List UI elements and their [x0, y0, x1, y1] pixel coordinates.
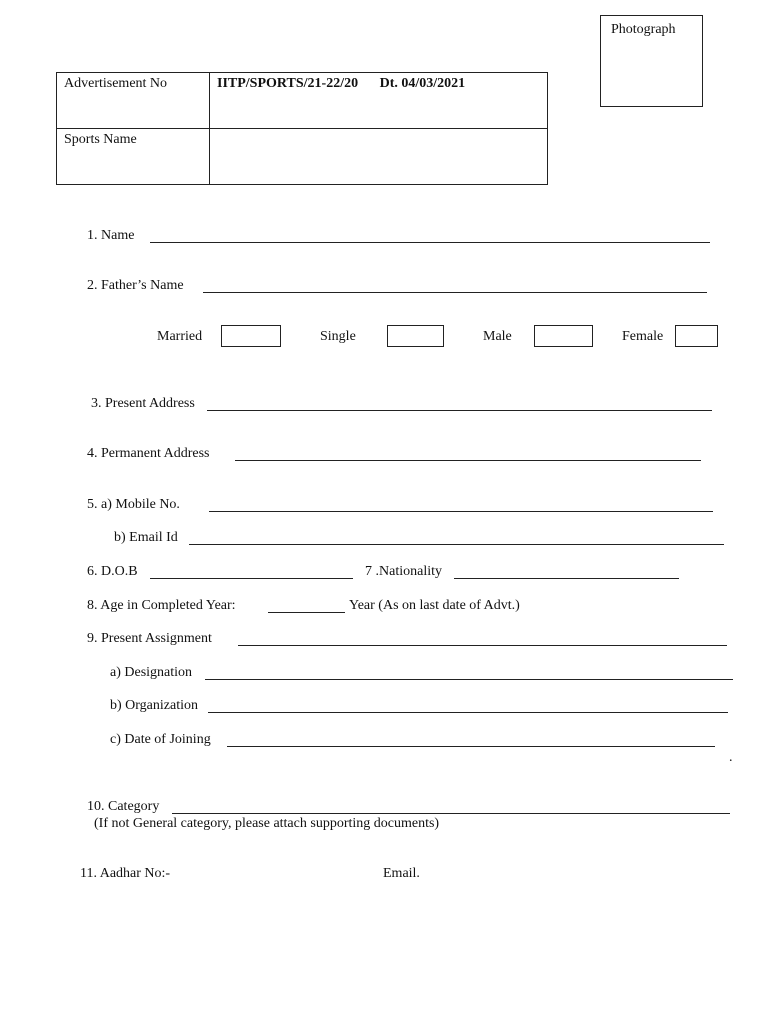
father-name-field[interactable] [203, 292, 707, 293]
male-checkbox[interactable] [534, 325, 593, 347]
dob-label: 6. D.O.B [87, 564, 138, 579]
date-of-joining-label: c) Date of Joining [110, 732, 211, 747]
single-label: Single [320, 329, 356, 344]
organization-field[interactable] [208, 712, 728, 713]
age-suffix: Year (As on last date of Advt.) [349, 598, 520, 613]
advertisement-no-value [210, 73, 548, 129]
photograph-box[interactable] [600, 15, 703, 107]
present-assignment-label: 9. Present Assignment [87, 631, 212, 646]
advertisement-no-label: Advertisement No [57, 73, 210, 129]
date-of-joining-field[interactable] [227, 746, 715, 747]
dob-field[interactable] [150, 578, 353, 579]
stray-dot: . [729, 750, 733, 765]
email-id-label: b) Email Id [114, 530, 178, 545]
advertisement-table [56, 72, 548, 185]
female-checkbox[interactable] [675, 325, 718, 347]
nationality-label: 7 .Nationality [365, 564, 442, 579]
single-checkbox[interactable] [387, 325, 444, 347]
email-id-field[interactable] [189, 544, 724, 545]
present-address-label: 3. Present Address [91, 396, 195, 411]
nationality-field[interactable] [454, 578, 679, 579]
category-note: (If not General category, please attach supporting documents) [94, 816, 440, 831]
sports-name-label: Sports Name [57, 129, 210, 185]
photograph-label: Photograph [611, 22, 676, 37]
present-address-field[interactable] [207, 410, 712, 411]
name-field[interactable] [150, 242, 710, 243]
name-label: 1. Name [87, 228, 135, 243]
category-field[interactable] [172, 813, 730, 814]
mobile-field[interactable] [209, 511, 713, 512]
sports-name-field[interactable] [210, 129, 548, 185]
aadhar-label: 11. Aadhar No:- [80, 866, 171, 881]
advertisement-date: Dt. 04/03/2021 [379, 76, 466, 91]
permanent-address-field[interactable] [235, 460, 701, 461]
present-assignment-field[interactable] [238, 645, 727, 646]
mobile-label: 5. a) Mobile No. [87, 497, 180, 512]
designation-field[interactable] [205, 679, 733, 680]
email-label: Email. [383, 866, 420, 881]
father-name-label: 2. Father’s Name [87, 278, 184, 293]
designation-label: a) Designation [110, 665, 193, 680]
married-checkbox[interactable] [221, 325, 281, 347]
female-label: Female [622, 329, 664, 344]
male-label: Male [483, 329, 512, 344]
category-label: 10. Category [87, 799, 160, 814]
age-field[interactable] [268, 612, 345, 613]
age-label: 8. Age in Completed Year: [87, 598, 236, 613]
organization-label: b) Organization [110, 698, 198, 713]
permanent-address-label: 4. Permanent Address [87, 446, 210, 461]
advertisement-number: IITP/SPORTS/21-22/20 [217, 76, 359, 91]
married-label: Married [157, 329, 203, 344]
